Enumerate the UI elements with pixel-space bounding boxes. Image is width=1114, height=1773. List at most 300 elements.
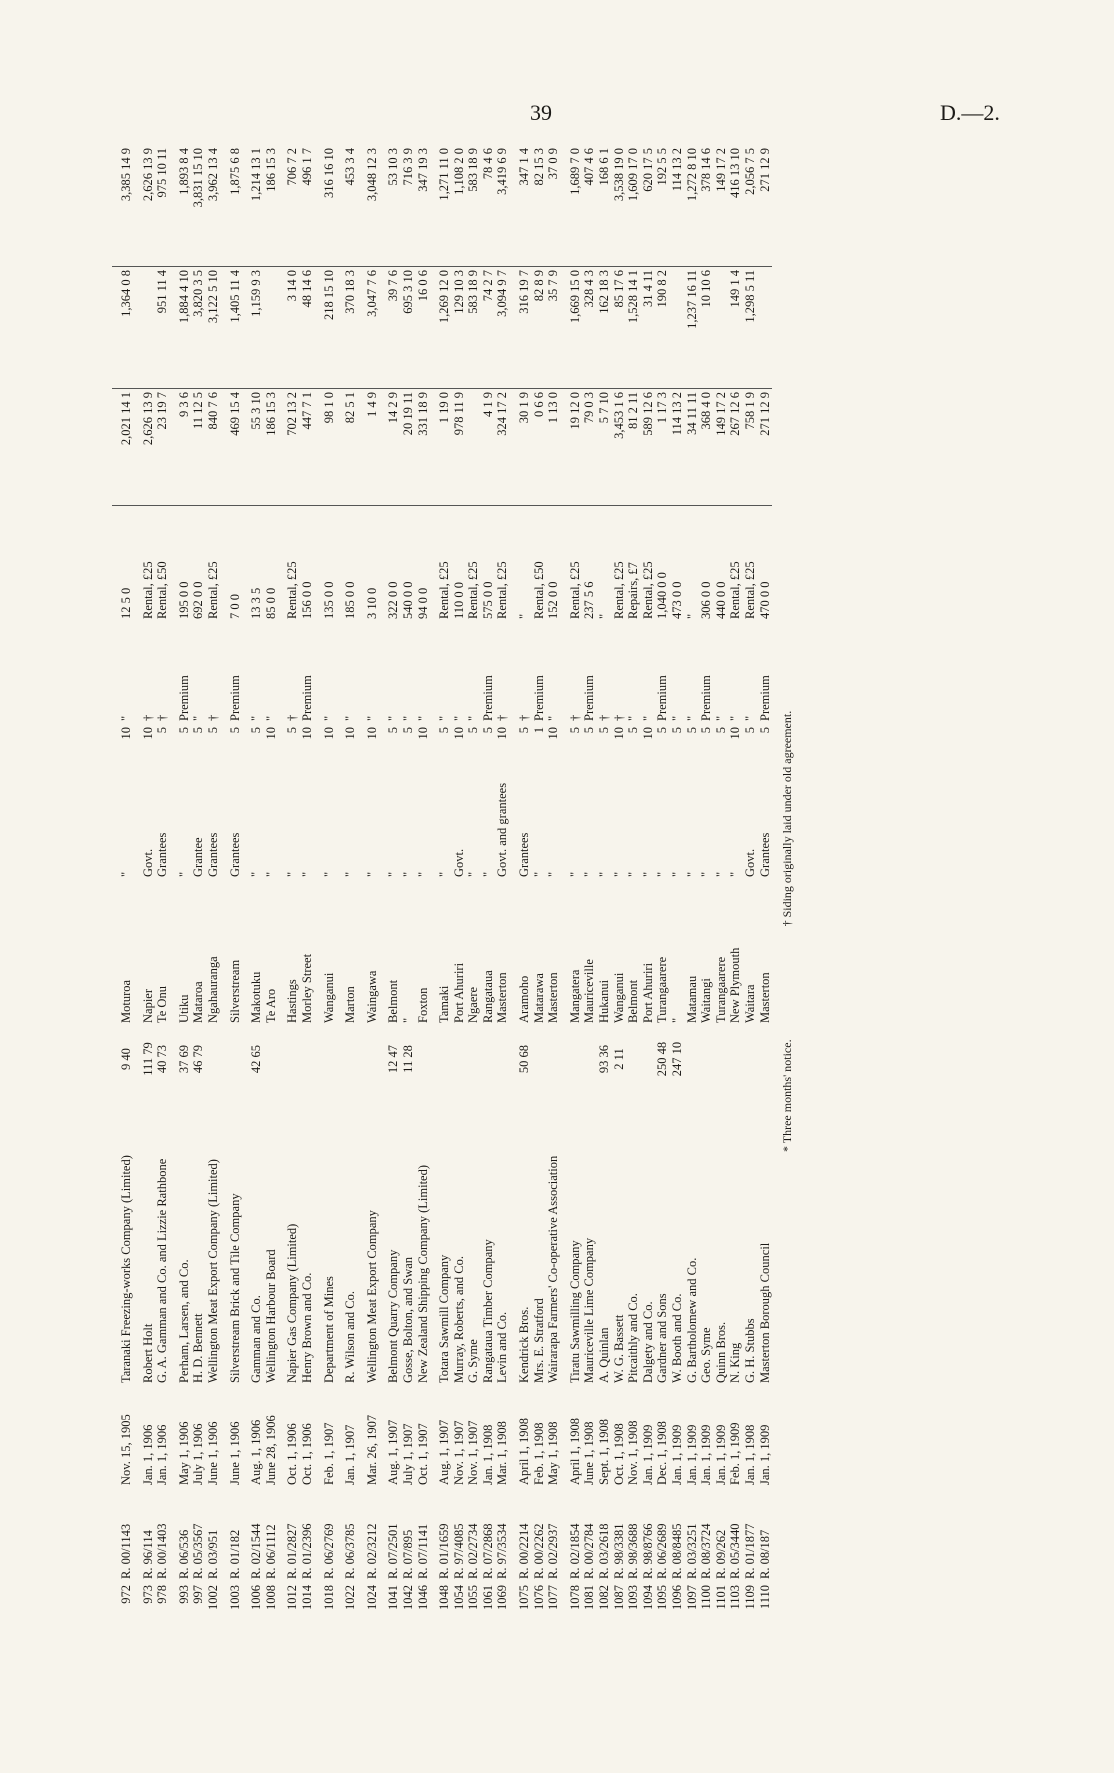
amount-second: [670, 267, 685, 389]
station-name: Makotuku: [249, 971, 264, 1023]
rental-or-premium: Rental, £25: [640, 561, 655, 619]
table-row: [358, 145, 380, 1622]
siding-holder: Wellington Harbour Board: [263, 1249, 278, 1383]
station-name: ": [400, 1017, 415, 1023]
agreement-date: July 1, 1906: [191, 1423, 206, 1485]
agreement-date: Mar. 26, 1907: [364, 1414, 379, 1485]
siding-holder: G. H. Stubbs: [742, 1318, 757, 1383]
siding-holder: Gamman and Co.: [249, 1295, 264, 1383]
amount-total: 3,048 12 3: [358, 145, 380, 267]
rental-or-premium: 692 0 0: [191, 581, 206, 619]
agreement-date: Jan. 1, 1909: [670, 1424, 684, 1485]
table-row: [641, 145, 656, 1622]
term-years: 5: [466, 727, 481, 734]
siding-holder: Taranaki Freezing-works Company (Limited): [119, 1155, 133, 1383]
cost-borne-by: ": [582, 871, 597, 877]
siding-holder: Totara Sawmill Company: [437, 1254, 452, 1383]
amount-total: 1,893 8 4: [170, 145, 192, 267]
amount-second: 10 10 6: [699, 267, 714, 389]
siding-number: 997: [191, 1585, 206, 1604]
rental-or-premium: 540 0 0: [400, 581, 415, 619]
agreement-date: Aug. 1, 1906: [249, 1419, 264, 1485]
station-name: New Plymouth: [728, 947, 743, 1023]
notice-terms: ": [684, 715, 699, 721]
amount-second: 3,047 7 6: [358, 267, 380, 389]
siding-number: 973: [140, 1585, 155, 1604]
mileage: 50 68: [517, 1044, 532, 1074]
mileage: [452, 1026, 467, 1092]
rental-or-premium: Rental, £25: [140, 561, 155, 619]
siding-number: 1100: [699, 1585, 714, 1610]
amount-second: [758, 267, 773, 389]
station-name: Matarawa: [531, 973, 546, 1023]
mileage: 9 40: [119, 1048, 133, 1070]
station-name: Mataroa: [191, 981, 206, 1023]
rental-or-premium: 1,040 0 0: [655, 572, 670, 619]
cost-borne-by: Grantees: [227, 832, 242, 877]
siding-number: 1095: [655, 1585, 670, 1610]
table-row: [112, 145, 134, 1622]
agreement-date: Oct. 1, 1906: [285, 1423, 300, 1485]
siding-number: 1077: [546, 1585, 561, 1610]
rental-or-premium: Rental, £25: [495, 561, 510, 619]
agreement-date: Jan. 1, 1907: [343, 1424, 358, 1485]
cost-borne-by: ": [670, 871, 684, 877]
mileage: [358, 1026, 380, 1092]
siding-number: 1014: [299, 1585, 314, 1610]
amount-total: 975 10 11: [155, 145, 170, 267]
siding-number: 1006: [249, 1585, 264, 1610]
amount-second: 328 4 3: [582, 267, 597, 389]
notice-terms: ": [742, 715, 757, 721]
cost-borne-by: ": [684, 871, 699, 877]
amount-first: 589 12 6: [641, 389, 656, 506]
agreement-date: Nov. 1, 1908: [626, 1420, 641, 1485]
rental-or-premium: Rental, £25: [205, 561, 220, 619]
amount-total: 1,272 8 10: [685, 145, 700, 267]
cost-borne-by: ": [285, 871, 300, 877]
cost-borne-by: ": [728, 871, 743, 877]
station-name: Te Onu: [155, 986, 170, 1023]
siding-number: 978: [155, 1585, 170, 1604]
table-row: [510, 145, 532, 1622]
siding-holder: Geo. Syme: [699, 1327, 714, 1383]
file-reference: R. 09/262: [713, 1529, 728, 1579]
amount-total: 53 10 3: [379, 145, 401, 267]
station-name: Tamaki: [437, 985, 452, 1023]
cost-borne-by: ": [567, 871, 582, 877]
rental-or-premium: 575 0 0: [480, 581, 495, 619]
notice-terms: ": [191, 715, 206, 721]
station-name: Rangataua: [480, 970, 495, 1023]
siding-number: 1069: [495, 1585, 510, 1610]
file-reference: R. 97/4085: [451, 1523, 466, 1579]
station-name: Wanganui: [321, 972, 336, 1023]
station-name: Foxton: [415, 987, 430, 1023]
amount-first: 34 11 11: [685, 389, 700, 506]
amount-total: 3,962 13 4: [206, 145, 221, 267]
siding-number: 1101: [713, 1585, 728, 1610]
cost-borne-by: Grantees: [155, 832, 170, 877]
footnote-dagger: † Siding originally laid under old agreement.: [780, 710, 795, 927]
term-years: 5: [285, 727, 300, 734]
siding-holder: Masterton Borough Council: [757, 1242, 772, 1383]
amount-first: 79 0 3: [582, 389, 597, 506]
notice-terms: ": [249, 715, 264, 721]
rental-or-premium: 12 5 0: [119, 587, 133, 619]
agreement-date: May 1, 1906: [176, 1421, 191, 1485]
rental-or-premium: 13 3 5: [249, 587, 264, 619]
station-name: Matamau: [684, 975, 699, 1023]
term-years: 10: [611, 727, 626, 740]
table-row: [758, 145, 773, 1622]
term-years: 10: [119, 727, 133, 740]
mileage: [546, 1026, 561, 1092]
agreement-date: Jan. 1, 1906: [140, 1424, 155, 1485]
cost-borne-by: ": [263, 871, 278, 877]
term-years: 10: [415, 727, 430, 740]
amount-first: 758 1 9: [743, 389, 758, 506]
amount-second: 1,669 15 0: [561, 267, 583, 389]
amount-second: 149 1 4: [728, 267, 743, 389]
station-name: Waingawa: [364, 970, 379, 1023]
mileage: [206, 1026, 221, 1092]
amount-total: 3,385 14 9: [112, 145, 134, 267]
agreement-date: Oct. 1, 1906: [299, 1423, 314, 1485]
amount-first: 14 2 9: [379, 389, 401, 506]
cost-borne-by: ": [299, 871, 314, 877]
notice-terms: Premium: [227, 675, 242, 721]
mileage: [582, 1026, 597, 1092]
station-name: Belmont: [386, 979, 401, 1023]
amount-second: 82 8 9: [532, 267, 547, 389]
cost-borne-by: ": [466, 871, 481, 877]
rental-or-premium: Rental, £25: [285, 561, 300, 619]
table-row: [495, 145, 510, 1622]
table-row: [597, 145, 612, 1622]
term-years: 1: [531, 727, 546, 734]
notice-terms: ": [670, 715, 684, 721]
notice-terms: †: [611, 714, 626, 721]
file-reference: R. 02/2734: [466, 1523, 481, 1579]
rental-or-premium: 185 0 0: [343, 581, 358, 619]
cost-borne-by: Grantee: [191, 837, 206, 877]
amount-first: 55 3 10: [242, 389, 264, 506]
cost-borne-by: Govt.: [140, 848, 155, 877]
amount-total: 620 17 5: [641, 145, 656, 267]
agreement-date: Dec. 1, 1908: [655, 1421, 670, 1485]
file-reference: R. 00/2262: [531, 1523, 546, 1579]
amount-total: 3,538 19 0: [612, 145, 627, 267]
siding-number: 1087: [611, 1585, 626, 1610]
notice-terms: Premium: [582, 675, 597, 721]
page-number: 39: [530, 100, 552, 125]
agreement-date: April 1, 1908: [517, 1417, 532, 1485]
mileage: 111 79: [140, 1042, 155, 1076]
siding-holder: A. Quinlan: [597, 1327, 612, 1383]
siding-holder: Mrs. E. Stratford: [531, 1298, 546, 1383]
amount-second: 162 18 3: [597, 267, 612, 389]
notice-terms: Premium: [176, 675, 191, 721]
notice-terms: †: [517, 714, 532, 721]
amount-first: 5 7 10: [597, 389, 612, 506]
cost-borne-by: ": [531, 871, 546, 877]
amount-first: 186 15 3: [264, 389, 279, 506]
notice-terms: ": [343, 715, 358, 721]
table-row: [612, 145, 627, 1622]
station-name: ": [670, 1017, 684, 1023]
mileage: [481, 1026, 496, 1092]
term-years: 5: [713, 727, 728, 734]
file-reference: R. 08/187: [757, 1529, 772, 1579]
station-name: Hukanui: [597, 979, 612, 1023]
agreement-date: Nov. 1, 1907: [451, 1420, 466, 1485]
amount-second: 35 7 9: [546, 267, 561, 389]
station-name: Ngahauranga: [205, 956, 220, 1023]
amount-first: 978 11 9: [452, 389, 467, 506]
agreement-date: June 1, 1906: [205, 1421, 220, 1485]
amount-total: 37 0 9: [546, 145, 561, 267]
term-years: 10: [343, 727, 358, 740]
mileage: [699, 1026, 714, 1092]
amount-first: 368 4 0: [699, 389, 714, 506]
siding-number: 1097: [684, 1585, 699, 1610]
term-years: 5: [386, 727, 401, 734]
station-name: Mangatera: [567, 969, 582, 1023]
cost-borne-by: Grantees: [205, 832, 220, 877]
agreement-date: Jan. 1, 1909: [713, 1424, 728, 1485]
siding-number: 1046: [415, 1585, 430, 1610]
file-reference: R. 06/3785: [343, 1523, 358, 1579]
amount-total: 82 15 3: [532, 145, 547, 267]
siding-number: 972: [119, 1585, 133, 1604]
rental-or-premium: Rental, £25: [437, 561, 452, 619]
rental-or-premium: 473 0 0: [670, 581, 684, 619]
siding-number: 1078: [567, 1585, 582, 1610]
siding-number: 1018: [321, 1585, 336, 1610]
amount-second: 1,528 14 1: [626, 267, 641, 389]
mileage: [758, 1026, 773, 1092]
term-years: 5: [567, 727, 582, 734]
file-reference: R. 07/2501: [386, 1523, 401, 1579]
table-row: [430, 145, 452, 1622]
file-reference: R. 08/3724: [699, 1523, 714, 1579]
agreement-date: April 1, 1908: [567, 1417, 582, 1485]
term-years: 5: [249, 727, 264, 734]
notice-terms: ": [263, 715, 278, 721]
notice-terms: †: [140, 714, 155, 721]
amount-total: 1,271 11 0: [430, 145, 452, 267]
notice-terms: ": [451, 715, 466, 721]
siding-holder: Wellington Meat Export Company: [364, 1210, 379, 1383]
mileage: [416, 1026, 431, 1092]
amount-total: 192 5 5: [655, 145, 670, 267]
siding-holder: Silverstream Brick and Tile Company: [227, 1193, 242, 1383]
table-row: [155, 145, 170, 1622]
amount-second: 3,094 9 7: [495, 267, 510, 389]
term-years: 5: [227, 727, 242, 734]
siding-holder: G. A. Gamman and Co. and Lizzie Rathbone: [155, 1158, 170, 1383]
notice-terms: Premium: [699, 675, 714, 721]
rental-or-premium: 306 0 0: [699, 581, 714, 619]
siding-holder: Levin and Co.: [495, 1311, 510, 1383]
file-reference: R. 98/3381: [611, 1523, 626, 1579]
mileage: 250 48: [655, 1041, 670, 1077]
table-row: [561, 145, 583, 1622]
siding-number: 1103: [728, 1585, 743, 1610]
table-row: [699, 145, 714, 1622]
cost-borne-by: Grantees: [517, 832, 532, 877]
term-years: 5: [742, 727, 757, 734]
table-row: [416, 145, 431, 1622]
notice-terms: ": [713, 715, 728, 721]
amount-second: 1,884 4 10: [170, 267, 192, 389]
amount-first: [466, 389, 481, 506]
siding-number: 1002: [205, 1585, 220, 1610]
amount-second: [714, 267, 729, 389]
station-name: Masterton: [546, 972, 561, 1023]
amount-total: 347 19 3: [416, 145, 431, 267]
table-row: [728, 145, 743, 1622]
amount-first: 1 4 9: [358, 389, 380, 506]
amount-total: 114 13 2: [670, 145, 685, 267]
rental-or-premium: Repairs, £7: [626, 562, 641, 619]
cost-borne-by: ": [176, 871, 191, 877]
siding-holder: H. D. Bennett: [191, 1313, 206, 1383]
mileage: [336, 1026, 358, 1092]
amount-total: 3,831 15 10: [191, 145, 206, 267]
siding-number: 1081: [582, 1585, 597, 1610]
siding-holder: N. King: [728, 1342, 743, 1383]
mileage: [495, 1026, 510, 1092]
term-years: 10: [140, 727, 155, 740]
siding-holder: G. Bartholomew and Co.: [684, 1257, 699, 1383]
table-row: [466, 145, 481, 1622]
rental-or-premium: 152 0 0: [546, 581, 561, 619]
siding-number: 1076: [531, 1585, 546, 1610]
amount-second: 3 14 0: [278, 267, 300, 389]
amount-second: 583 18 9: [466, 267, 481, 389]
notice-terms: †: [285, 714, 300, 721]
table-row: [452, 145, 467, 1622]
notice-terms: †: [155, 714, 170, 721]
mileage: [743, 1026, 758, 1092]
amount-total: 1,214 13 1: [242, 145, 264, 267]
file-reference: R. 05/3567: [191, 1523, 206, 1579]
siding-holder: Henry Brown and Co.: [299, 1272, 314, 1383]
term-years: 5: [684, 727, 699, 734]
mileage: 12 47: [386, 1044, 401, 1074]
term-years: 10: [451, 727, 466, 740]
amount-second: [134, 267, 156, 389]
siding-number: 1055: [466, 1585, 481, 1610]
amount-second: 951 11 4: [155, 267, 170, 389]
table-row: [221, 145, 243, 1622]
amount-total: 453 3 4: [336, 145, 358, 267]
mileage: 40 73: [155, 1044, 170, 1074]
notice-terms: ": [437, 715, 452, 721]
station-name: Masterton: [757, 972, 772, 1023]
amount-second: 370 18 3: [336, 267, 358, 389]
term-years: 10: [364, 727, 379, 740]
cost-borne-by: ": [699, 871, 714, 877]
table-row: [626, 145, 641, 1622]
amount-second: 85 17 6: [612, 267, 627, 389]
station-name: Mauriceville: [582, 959, 597, 1023]
amount-first: 23 19 7: [155, 389, 170, 506]
cost-borne-by: ": [415, 871, 430, 877]
amount-first: 840 7 6: [206, 389, 221, 506]
cost-borne-by: ": [546, 871, 561, 877]
notice-terms: ": [364, 715, 379, 721]
rental-or-premium: 470 0 0: [757, 581, 772, 619]
agreement-date: Jan. 1, 1909: [699, 1424, 714, 1485]
mileage: [714, 1026, 729, 1092]
table-row: [532, 145, 547, 1622]
amount-total: 1,689 7 0: [561, 145, 583, 267]
amount-second: 3,820 3 5: [191, 267, 206, 389]
file-reference: R. 06/2769: [321, 1523, 336, 1579]
file-reference: R. 00/2214: [517, 1523, 532, 1579]
amount-first: 20 19 11: [401, 389, 416, 506]
station-name: Waitara: [742, 984, 757, 1023]
cost-borne-by: Govt.: [451, 848, 466, 877]
amount-second: 695 3 10: [401, 267, 416, 389]
amount-second: 1,237 16 11: [685, 267, 700, 389]
rental-or-premium: 195 0 0: [176, 581, 191, 619]
amount-second: 1,159 9 3: [242, 267, 264, 389]
amount-total: 316 16 10: [315, 145, 337, 267]
table-row: [670, 145, 685, 1622]
amount-total: 496 1 7: [300, 145, 315, 267]
siding-number: 1110: [757, 1585, 772, 1610]
station-name: Turangaarere: [655, 956, 670, 1023]
sidings-ledger-table: [112, 145, 772, 1622]
amount-first: 114 13 2: [670, 389, 685, 506]
station-name: Utiku: [176, 994, 191, 1023]
agreement-date: June 1, 1908: [582, 1421, 597, 1485]
rental-or-premium: ": [684, 613, 699, 619]
notice-terms: Premium: [531, 675, 546, 721]
station-name: Moturoa: [119, 979, 133, 1023]
notice-terms: ": [400, 715, 415, 721]
notice-terms: ": [386, 715, 401, 721]
file-reference: R. 01/2827: [285, 1523, 300, 1579]
amount-total: 2,056 7 5: [743, 145, 758, 267]
amount-total: 168 6 1: [597, 145, 612, 267]
table-row: [401, 145, 416, 1622]
term-years: 5: [517, 727, 532, 734]
document-reference: D.—2.: [940, 100, 1000, 125]
amount-total: 716 3 9: [401, 145, 416, 267]
ledger-body: [112, 145, 772, 1622]
amount-total: 1,108 2 0: [452, 145, 467, 267]
siding-holder: Napier Gas Company (Limited): [285, 1223, 300, 1383]
agreement-date: Feb. 1, 1909: [728, 1422, 743, 1485]
footnotes: [780, 182, 795, 1622]
siding-holder: Department of Mines: [321, 1276, 336, 1383]
notice-terms: ": [119, 715, 133, 721]
file-reference: R. 06/1112: [263, 1524, 278, 1579]
amount-second: 16 0 6: [416, 267, 431, 389]
table-row: [379, 145, 401, 1622]
rental-or-premium: 94 0 0: [415, 587, 430, 619]
cost-borne-by: ": [249, 871, 264, 877]
agreement-date: Oct. 1, 1907: [415, 1423, 430, 1485]
table-row: [191, 145, 206, 1622]
file-reference: R. 97/3534: [495, 1523, 510, 1579]
amount-total: 583 18 9: [466, 145, 481, 267]
